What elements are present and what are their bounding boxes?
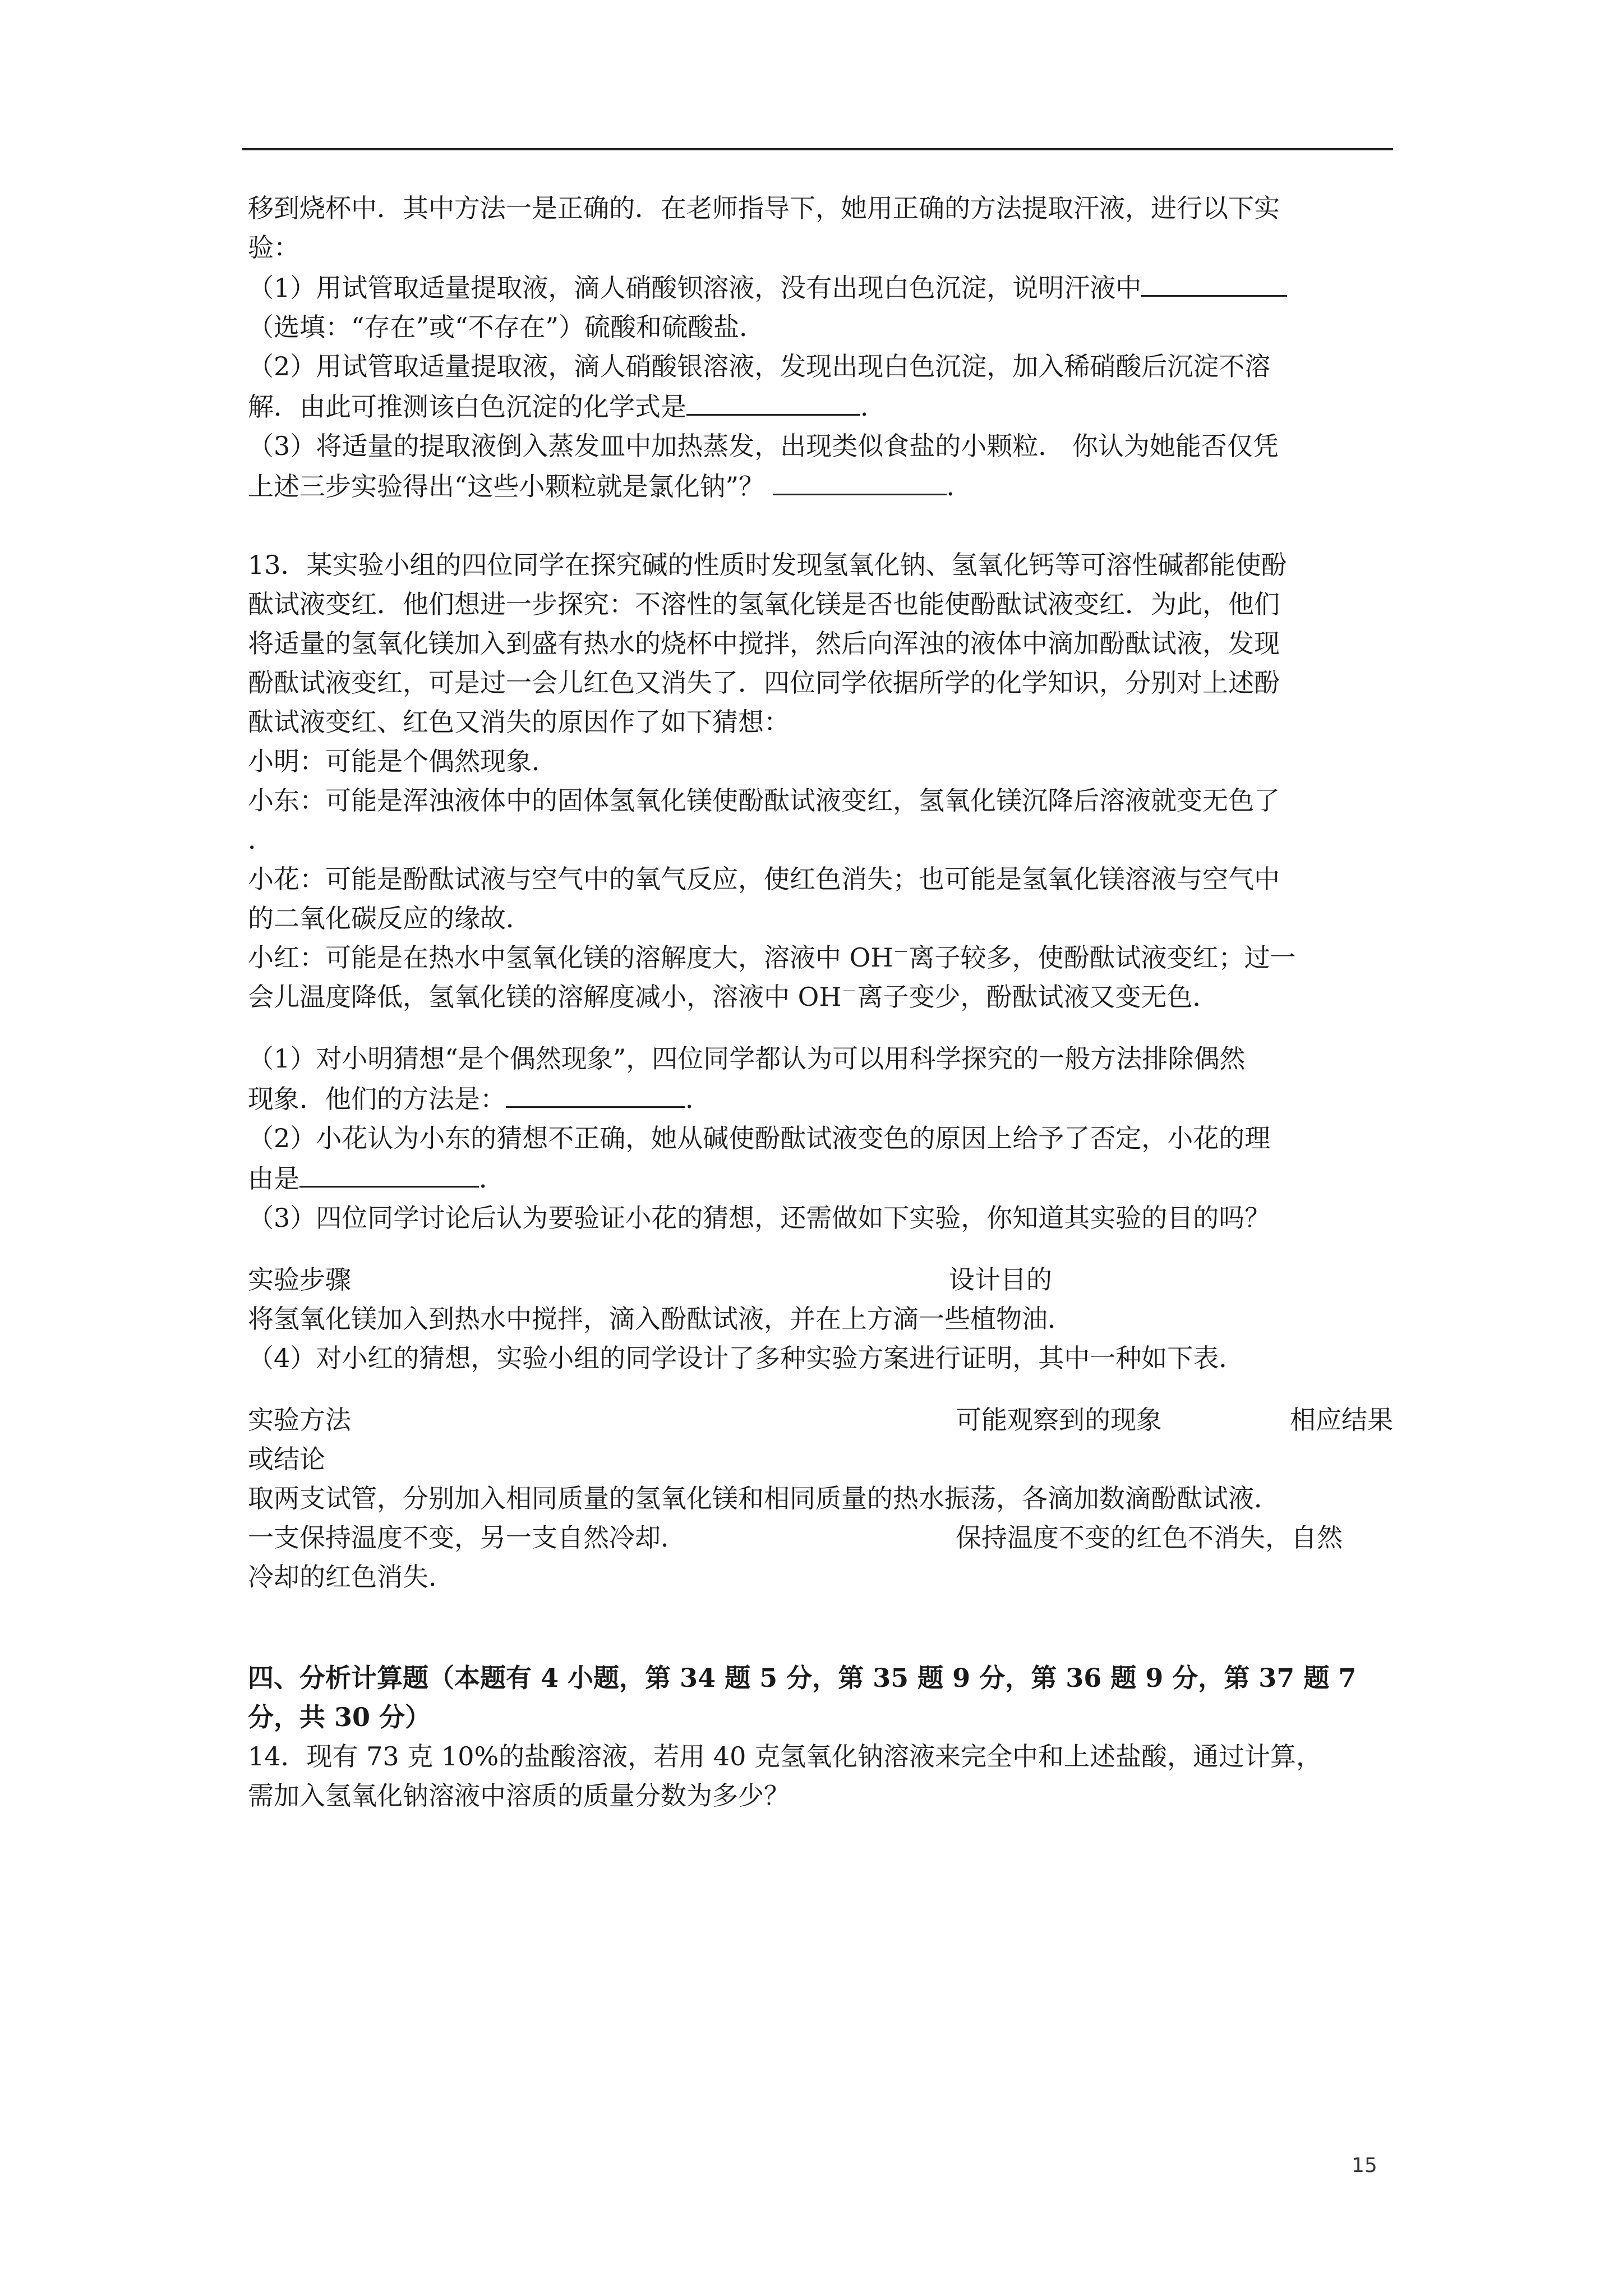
answer-blank[interactable] (299, 1158, 479, 1188)
text-line: 验： (248, 232, 299, 263)
text-line: 移到烧杯中．其中方法一是正确的．在老师指导下，她用正确的方法提取汗液，进行以下实 (248, 193, 1280, 223)
header-rule (242, 148, 1393, 150)
text-line: 需加入氢氧化钠溶液中溶质的质量分数为多少？ (248, 1780, 790, 1811)
text-line: 酞试液变红．他们想进一步探究：不溶性的氢氧化镁是否也能使酚酞试液变红．为此，他们 (248, 589, 1280, 619)
table1-header-purpose: 设计目的 (949, 1264, 1052, 1295)
text-span: 上述三步实验得出“这些小颗粒就是氯化钠”？ (248, 471, 773, 501)
text-span: 解．由此可推测该白色沉淀的化学式是 (248, 392, 686, 422)
table2-header-phenomenon: 可能观察到的现象 (956, 1405, 1162, 1435)
text-line: 将适量的氢氧化镁加入到盛有热水的烧杯中搅拌，然后向浑浊的液体中滴加酚酞试液，发现 (248, 628, 1280, 659)
superscript: － (841, 982, 857, 1001)
text-line (248, 267, 1393, 307)
text-line: 13．某实验小组的四位同学在探究碱的性质时发现氢氧化钠、氢氧化钙等可溶性碱都能使酚 (248, 550, 1287, 580)
text-line (248, 466, 1393, 506)
text-line (248, 1078, 1393, 1119)
text-span: 由是 (248, 1163, 299, 1194)
text-span: 保持温度不变的红色不消失，自然 (956, 1522, 1343, 1553)
table1-header-steps: 实验步骤 (248, 1264, 351, 1295)
answer-blank[interactable] (773, 466, 947, 495)
text-line: 小东：可能是浑浊液体中的固体氢氧化镁使酚酞试液变红，氢氧化镁沉降后溶液就变无色了 (248, 785, 1280, 816)
table2-row: 冷却的红色消失． (248, 1562, 454, 1592)
text-line: ． (248, 825, 274, 855)
text-line: （3）将适量的提取液倒入蒸发皿中加热蒸发，出现类似食盐的小颗粒． 你认为她能否仅凭 (248, 431, 1279, 461)
text-line: 酞试液变红、红色又消失的原因作了如下猜想： (248, 707, 790, 737)
page-number: 15 (1352, 2154, 1377, 2177)
text-span: 一支保持温度不变，另一支自然冷却． (248, 1522, 686, 1553)
text-span: （1）用试管取适量提取液，滴人硝酸钡溶液，没有出现白色沉淀，说明汗液中 (248, 273, 1142, 303)
answer-blank[interactable] (1141, 267, 1287, 297)
text-line: （2）小花认为小东的猜想不正确，她从碱使酚酞试液变色的原因上给予了否定，小花的理 (248, 1123, 1271, 1153)
text-line: 酚酞试液变红，可是过一会儿红色又消失了．四位同学依据所学的化学知识，分别对上述酚 (248, 668, 1280, 698)
answer-blank[interactable] (506, 1078, 685, 1108)
text-line (248, 1158, 1393, 1198)
superscript: － (893, 942, 909, 961)
text-span: ． (685, 1084, 711, 1114)
table1-header (248, 1260, 1393, 1299)
text-line: （1）对小明猜想“是个偶然现象”，四位同学都认为可以用科学探究的一般方法排除偶然 (248, 1043, 1246, 1074)
text-span: 离子变少，酚酞试液又变无色． (857, 982, 1219, 1012)
text-line: 小明：可能是个偶然现象． (248, 746, 557, 776)
text-line: （选填：“存在”或“不存在”）硫酸和硫酸盐． (248, 312, 766, 342)
text-line: （2）用试管取适量提取液，滴人硝酸银溶液，发现出现白色沉淀，加入稀硝酸后沉淀不溶 (248, 351, 1271, 381)
page-content (248, 188, 1393, 1815)
text-line (248, 386, 1393, 426)
table2-row (248, 1518, 1393, 1557)
text-line: （3）四位同学讨论后认为要验证小花的猜想，还需做如下实验，你知道其实验的目的吗？ (248, 1203, 1271, 1233)
text-line (248, 938, 1393, 977)
text-span: 小红：可能是在热水中氢氧化镁的溶解度大，溶液中 OH (248, 942, 893, 973)
text-line: （4）对小红的猜想，实验小组的同学设计了多种实验方案进行证明，其中一种如下表． (248, 1343, 1245, 1373)
text-line: 或结论 (248, 1444, 325, 1474)
table2-header (248, 1400, 1393, 1439)
table2-row: 取两支试管，分别加入相同质量的氢氧化镁和相同质量的热水振荡，各滴加数滴酚酞试液． (248, 1483, 1280, 1513)
table2-header-result: 相应结果 (1290, 1405, 1393, 1435)
text-span: 离子较多，使酚酞试液变红；过一 (909, 942, 1296, 973)
text-span: ． (479, 1163, 505, 1194)
text-line (248, 977, 1393, 1016)
text-span: 现象．他们的方法是： (248, 1084, 506, 1114)
table1-row: 将氢氧化镁加入到热水中搅拌，滴入酚酞试液，并在上方滴一些植物油． (248, 1304, 1073, 1334)
text-span: 会儿温度降低，氢氧化镁的溶解度减小，溶液中 OH (248, 982, 842, 1012)
answer-blank[interactable] (686, 386, 860, 416)
section-title: 分，共 30 分） (248, 1702, 431, 1732)
text-line: 小花：可能是酚酞试液与空气中的氧气反应，使红色消失；也可能是氢氧化镁溶液与空气中 (248, 864, 1280, 894)
text-line: 14．现有 73 克 10%的盐酸溶液，若用 40 克氢氧化钠溶液来完全中和上述盐酸，通过计算， (248, 1741, 1322, 1772)
text-span: ． (860, 392, 886, 422)
table2-header-method: 实验方法 (248, 1405, 351, 1435)
text-line: 的二氧化碳反应的缘故． (248, 903, 532, 933)
text-span: ． (946, 471, 972, 501)
section-title: 四、分析计算题（本题有 4 小题，第 34 题 5 分，第 35 题 9 分，第 36 题 9 分，第 37 题 7 (248, 1663, 1357, 1693)
